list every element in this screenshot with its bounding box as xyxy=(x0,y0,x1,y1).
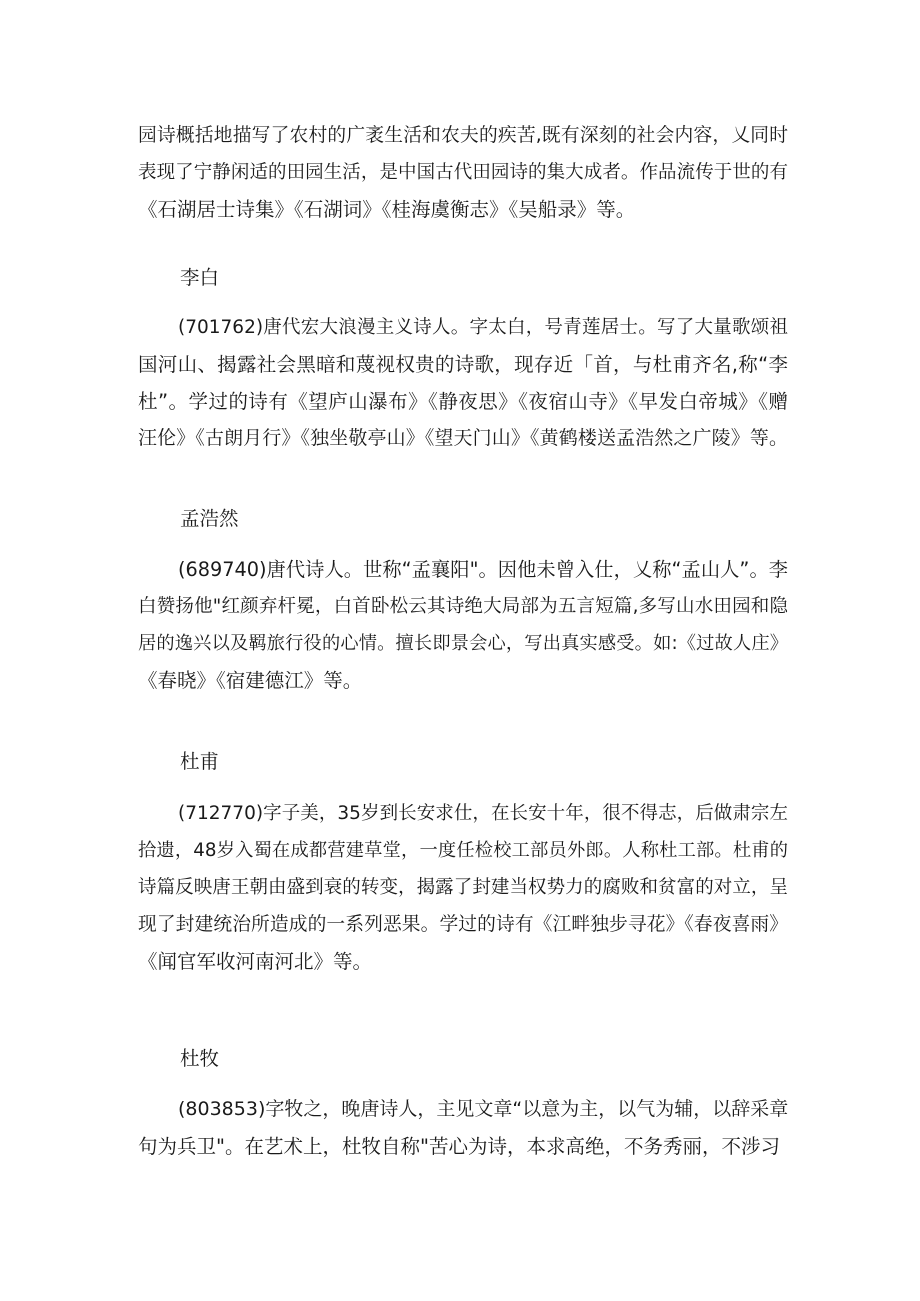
section-paragraph-li-bai xyxy=(138,309,788,457)
section-heading-li-bai: 李白 xyxy=(180,266,220,289)
paragraph-line: 居的逸兴以及羁旅行役的心情。擅长即景会心，写出真实感受。如:《过故人庄》 xyxy=(138,633,788,654)
intro-paragraph xyxy=(138,117,788,228)
paragraph-line: 《石湖居士诗集》《石湖词》《桂海虞衡志》《吴船录》等。 xyxy=(138,198,636,221)
section-heading-du-fu: 杜甫 xyxy=(180,750,220,773)
paragraph-line: (712770)字子美，35岁到长安求仕，在长安十年，很不得志，后做肃宗左 xyxy=(178,803,788,824)
paragraph-line: 汪伦》《古朗月行》《独坐敬亭山》《望天门山》《黄鹤楼送孟浩然之广陵》等。 xyxy=(138,427,788,449)
paragraph-line: (701762)唐代宏大浪漫主义诗人。字太白，号青莲居士。写了大量歌颂祖 xyxy=(178,317,788,338)
paragraph-line: 《闻官军收河南河北》等。 xyxy=(138,950,373,973)
paragraph-line: 诗篇反映唐王朝由盛到衰的转变，揭露了封建当权势力的腐败和贫富的对立，呈 xyxy=(138,877,788,898)
paragraph-line: 《春晓》《宿建德江》等。 xyxy=(138,669,363,692)
paragraph-line: 杜”。学过的诗有《望庐山瀑布》《静夜思》《夜宿山寺》《早发白帝城》《赠 xyxy=(138,390,788,413)
paragraph-line: 现了封建统治所造成的一系列恶果。学过的诗有《江畔独步寻花》《春夜喜雨》 xyxy=(138,914,788,935)
section-heading-du-mu: 杜牧 xyxy=(180,1047,220,1070)
paragraph-line: (803853)字牧之，晚唐诗人，主见文章“以意为主，以气为辅，以辞采章 xyxy=(178,1098,789,1120)
section-paragraph-du-fu xyxy=(138,795,788,980)
section-paragraph-meng-haoran xyxy=(138,551,788,699)
paragraph-line: (689740)唐代诗人。世称“孟襄阳"。因他未曾入仕，乂称“孟山人”。李 xyxy=(178,558,788,581)
paragraph-line: 句为兵卫"。在艺术上，杜牧自称"苦心为诗，本求高绝，不务秀丽，不涉习 xyxy=(138,1135,780,1158)
paragraph-line: 表现了宁静闲适的田园生活，是中国古代田园诗的集大成者。作品流传于世的有 xyxy=(138,162,788,183)
paragraph-line: 白赞扬他"红颜弃杆冕，白首卧松云其诗绝大局部为五言短篇,多写山水田园和隐 xyxy=(138,596,788,617)
paragraph-line: 拾遗，48岁入蜀在成都营建草堂，一度任检校工部员外郎。人称杜工部。杜甫的 xyxy=(138,840,788,861)
paragraph-line: 园诗概括地描写了农村的广袤生活和农夫的疾苦,既有深刻的社会内容，乂同时 xyxy=(138,125,788,146)
section-paragraph-du-mu xyxy=(138,1091,788,1165)
paragraph-line: 国河山、揭露社会黑暗和蔑视权贵的诗歌，现存近「首，与杜甫齐名,称“李 xyxy=(138,353,788,376)
section-heading-meng-haoran: 孟浩然 xyxy=(180,507,239,530)
